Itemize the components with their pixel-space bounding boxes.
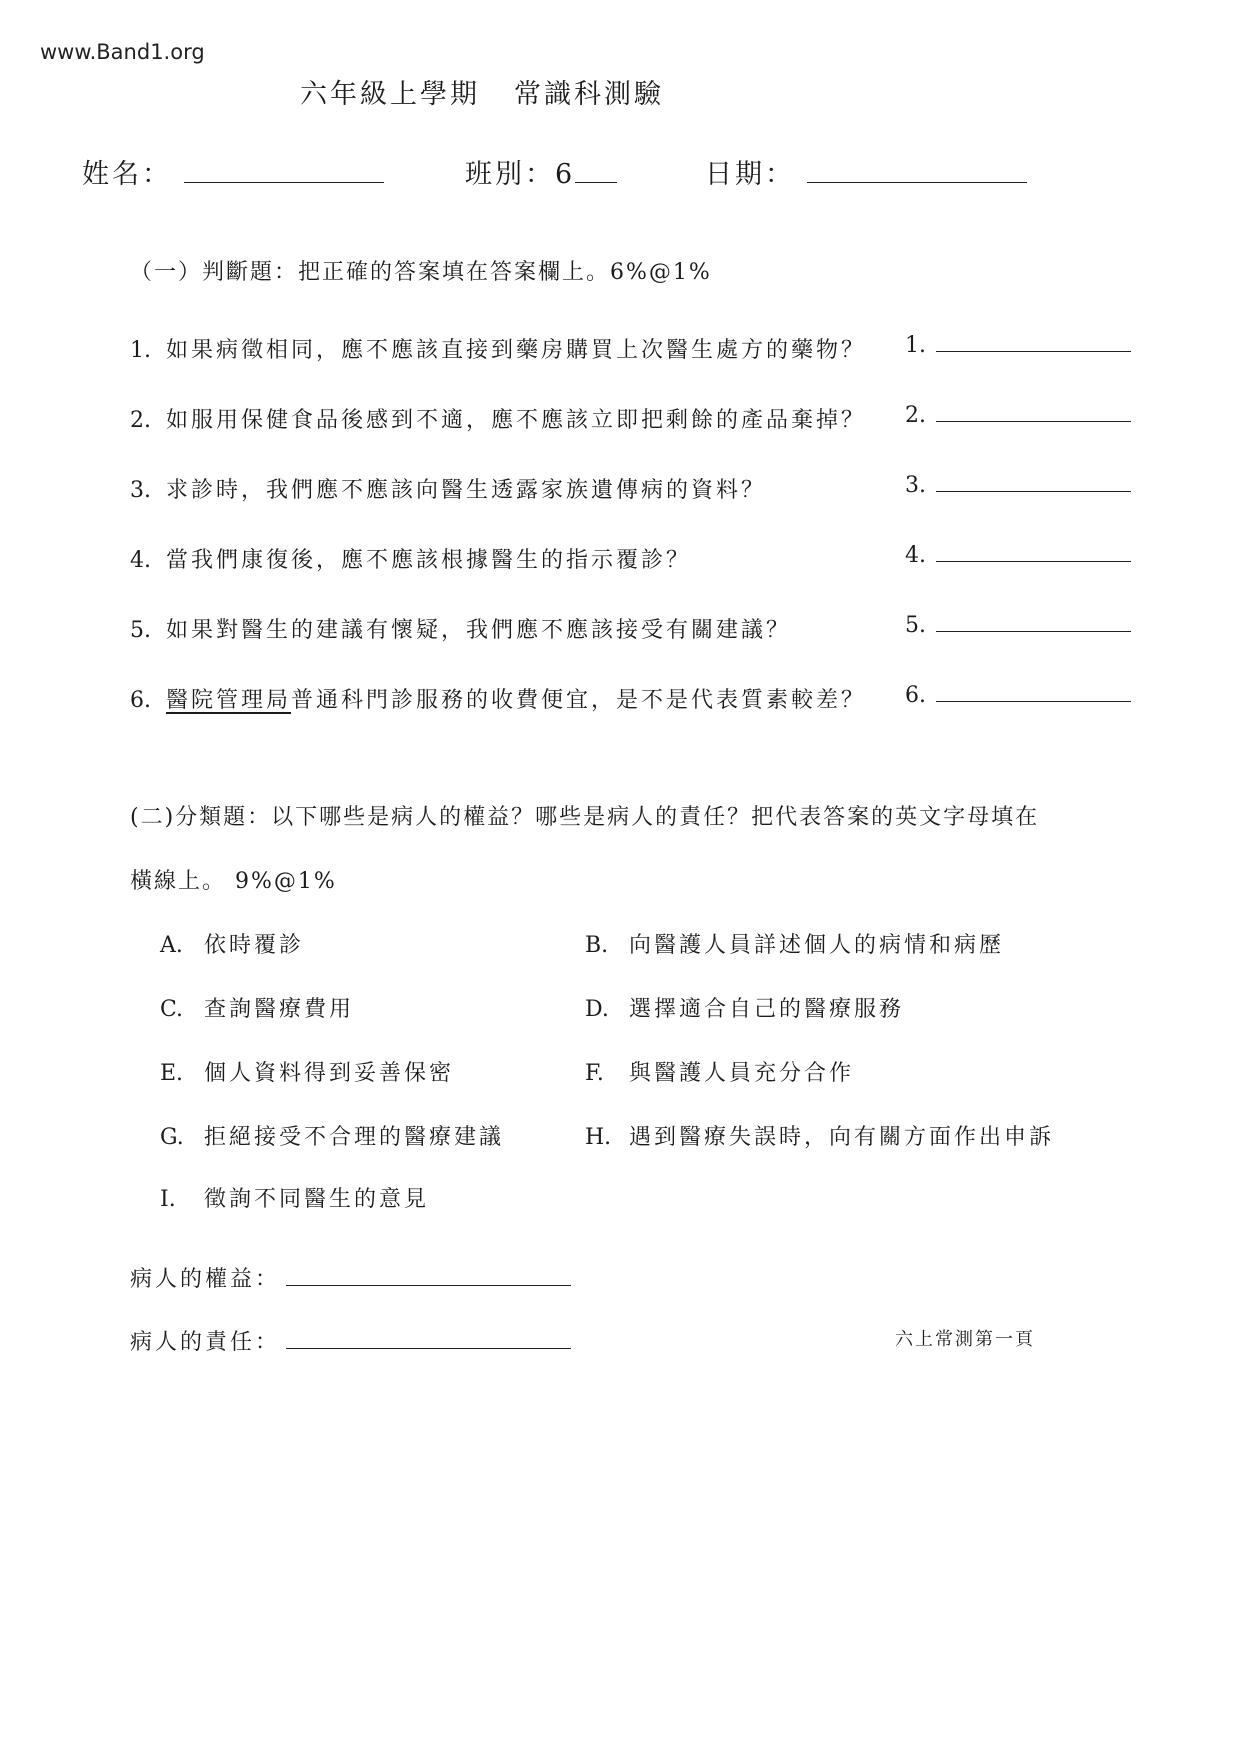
question-text: 如果病徵相同，應不應該直接到藥房購買上次醫生處方的藥物？ <box>166 338 867 363</box>
date-blank[interactable] <box>807 181 1027 183</box>
duties-blank[interactable] <box>286 1347 571 1349</box>
question-number: 5. <box>130 618 151 643</box>
section2-heading-line2: 橫線上。 9%@1% <box>130 869 337 894</box>
question-number: 2. <box>130 408 151 433</box>
answer-1 <box>905 333 1131 358</box>
name-blank[interactable] <box>184 181 384 183</box>
option-letter: I. <box>160 1187 176 1212</box>
option-letter: F. <box>585 1061 604 1086</box>
option-text: 個人資料得到妥善保密 <box>204 1061 455 1086</box>
class-blank[interactable] <box>575 181 617 183</box>
question-4 <box>130 543 691 574</box>
answer-4 <box>905 543 1131 568</box>
question-1 <box>130 333 866 364</box>
question-5 <box>130 613 791 644</box>
date-label: 日期： <box>705 159 795 190</box>
option-e <box>160 1056 454 1087</box>
question-text: 求診時，我們應不應該向醫生透露家族遺傳病的資料？ <box>166 478 767 503</box>
class-value: 6 <box>555 159 576 190</box>
question-3 <box>130 473 766 504</box>
option-b <box>585 928 1004 959</box>
question-6 <box>130 683 866 714</box>
answer-blank[interactable] <box>936 420 1131 422</box>
answer-number: 1. <box>905 333 926 358</box>
answer-2 <box>905 403 1131 428</box>
rights-label: 病人的權益： <box>130 1267 281 1292</box>
page-footer: 六上常測第一頁 <box>895 1329 1035 1350</box>
option-letter: E. <box>160 1061 184 1086</box>
title-subject: 常識科測驗 <box>514 79 664 110</box>
question-text: 如果對醫生的建議有懷疑，我們應不應該接受有關建議？ <box>166 618 792 643</box>
name-field <box>82 152 384 191</box>
option-letter: H. <box>585 1125 612 1150</box>
answer-number: 3. <box>905 473 926 498</box>
answer-blank[interactable] <box>936 490 1131 492</box>
question-text: 普通科門診服務的收費便宜，是不是代表質素較差？ <box>291 688 867 713</box>
date-field <box>705 152 1027 191</box>
section2-heading-line1: (二)分類題：以下哪些是病人的權益？哪些是病人的責任？把代表答案的英文字母填在 <box>130 805 1040 830</box>
rights-blank[interactable] <box>286 1284 571 1286</box>
option-text: 徵詢不同醫生的意見 <box>204 1187 430 1212</box>
option-text: 依時覆診 <box>204 933 305 958</box>
option-letter: D. <box>585 997 609 1022</box>
question-number: 3. <box>130 478 151 503</box>
option-text: 與醫護人員充分合作 <box>629 1061 855 1086</box>
option-letter: B. <box>585 933 609 958</box>
option-c <box>160 992 354 1023</box>
class-label: 班別： <box>465 159 555 190</box>
answer-number: 4. <box>905 543 926 568</box>
question-2 <box>130 403 866 434</box>
patient-duties-field <box>130 1325 571 1356</box>
option-letter: G. <box>160 1125 184 1150</box>
class-field <box>465 152 617 191</box>
answer-number: 2. <box>905 403 926 428</box>
option-d <box>585 992 904 1023</box>
question-text: 當我們康復後，應不應該根據醫生的指示覆診？ <box>166 548 692 573</box>
answer-blank[interactable] <box>936 560 1131 562</box>
option-a <box>160 928 304 959</box>
option-text: 選擇適合自己的醫療服務 <box>629 997 905 1022</box>
option-f <box>585 1056 854 1087</box>
answer-3 <box>905 473 1131 498</box>
option-text: 向醫護人員詳述個人的病情和病歷 <box>629 933 1005 958</box>
question-text: 如服用保健食品後感到不適，應不應該立即把剩餘的產品棄掉？ <box>166 408 867 433</box>
answer-number: 5. <box>905 613 926 638</box>
option-letter: C. <box>160 997 184 1022</box>
answer-blank[interactable] <box>936 630 1131 632</box>
patient-rights-field <box>130 1262 571 1293</box>
answer-6 <box>905 683 1131 708</box>
option-letter: A. <box>160 933 183 958</box>
option-text: 查詢醫療費用 <box>204 997 355 1022</box>
section1-heading: （一）判斷題：把正確的答案填在答案欄上。6%@1% <box>130 260 712 285</box>
option-i <box>160 1182 429 1213</box>
option-text: 拒絕接受不合理的醫療建議 <box>204 1125 505 1150</box>
answer-blank[interactable] <box>936 700 1131 702</box>
option-text: 遇到醫療失誤時，向有關方面作出申訴 <box>629 1125 1055 1150</box>
duties-label: 病人的責任： <box>130 1330 281 1355</box>
answer-number: 6. <box>905 683 926 708</box>
option-g <box>160 1120 504 1151</box>
answer-blank[interactable] <box>936 350 1131 352</box>
answer-5 <box>905 613 1131 638</box>
question-underlined-term: 醫院管理局 <box>166 688 292 713</box>
watermark-url: www.Band1.org <box>40 40 205 64</box>
page-title <box>300 72 664 111</box>
name-label: 姓名： <box>82 159 172 190</box>
question-number: 6. <box>130 688 151 713</box>
question-number: 4. <box>130 548 151 573</box>
title-term: 六年級上學期 <box>300 79 480 110</box>
question-number: 1. <box>130 338 151 363</box>
option-h <box>585 1120 1054 1151</box>
